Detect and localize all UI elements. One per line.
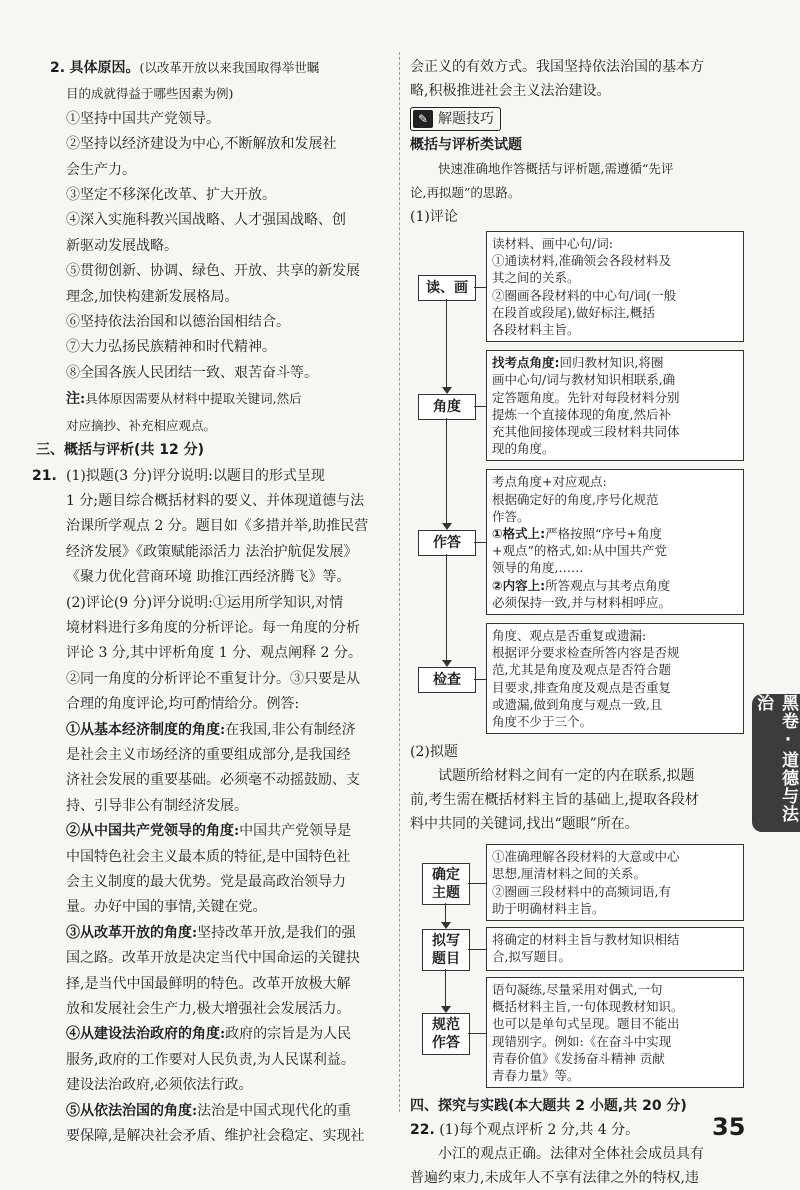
angle-text: 服务,政府的工作要对人民负责,为人民谋利益。 (66, 1051, 355, 1068)
flow-box-line (492, 577, 738, 594)
flow-box-line (492, 542, 738, 559)
q21-line: 经济发展》《政策赋能添活力 法治护航促发展》 (66, 543, 358, 560)
flow-box (486, 231, 744, 342)
flow-box-line (492, 423, 738, 440)
angle-text: 放和发展社会生产力,极大增强社会发展活力。 (66, 1001, 351, 1018)
flow-box-line (492, 679, 738, 696)
flow-box-line (492, 491, 738, 508)
tip-title: 概括与评析类试题 (410, 137, 522, 153)
flow-box-text: 读材料、画中心句/词: (492, 236, 613, 251)
down-arrow-icon (441, 1006, 451, 1013)
flow-box-line (492, 661, 738, 678)
q21-line: ②同一角度的分析评论不重复计分。③只要是从 (66, 670, 360, 687)
flow-box-line (492, 525, 738, 542)
flow-arrow-line (445, 969, 446, 1007)
flow-box-line (492, 304, 738, 321)
flow-box-emph: ②内容上: (492, 577, 546, 593)
flow-box-text: 作答。 (492, 508, 530, 524)
right-column (410, 55, 750, 1190)
flow-connector (468, 1033, 486, 1034)
angle-text: 法治是中国式现代化的重 (197, 1102, 352, 1119)
continued-text: 会正义的有效方式。我国坚持依法治国的基本方 (410, 59, 704, 75)
flow-step-label-line: 主题 (432, 884, 460, 901)
reason-line: ②坚持以经济建设为中心,不断解放和发展社 (66, 136, 337, 153)
angle-text: 在我国,非公有制经济 (225, 721, 356, 738)
flow-arrow-line (446, 418, 447, 524)
flow-step-label-line: 规范 (432, 1016, 460, 1033)
flow-step-label: 检查 (418, 667, 476, 693)
angle-text: 中国共产党领导是 (239, 823, 352, 840)
flow-box-line (492, 627, 738, 644)
item-title: 具体原因。 (69, 60, 140, 76)
angles-list (36, 718, 388, 1150)
tips-badge (410, 107, 501, 131)
flow-box-line: 合,拟写题目。 (492, 949, 571, 965)
q22-head: (1)每个观点评析 2 分,共 4 分。 (439, 1122, 640, 1139)
flow-box-line (492, 321, 738, 338)
flow-connector (474, 406, 486, 407)
flow-step-label (422, 929, 470, 971)
flow-box-text: 或遗漏,做到角度与观点一致,且 (492, 696, 663, 712)
tips-badge-label: 解题技巧 (438, 111, 494, 127)
reason-line: ⑤贯彻创新、协调、绿色、开放、共享的新发展 (66, 263, 360, 280)
question-21 (32, 464, 388, 1150)
angle-text: 是社会主义市场经济的重要组成部分,是我国经 (66, 746, 351, 763)
flow-box-line (492, 559, 738, 576)
angle-text: 坚持改革开放,是我们的强 (197, 924, 356, 941)
flow-box (486, 927, 744, 971)
flow-box-text: 其之间的关系。 (492, 270, 580, 286)
flow-box-line (492, 269, 738, 286)
flow-box-text: 各段材料主旨。 (492, 322, 580, 338)
flow-step-label-line: 拟写 (432, 932, 460, 949)
flow-box-line (492, 235, 738, 252)
angle-text: 会主义制度的最大优势。党是最高政治领导力 (66, 874, 346, 890)
flow-box-text: 严格按照“序号+角度 (545, 526, 662, 541)
angle-head: ④从建设法治政府的角度: (66, 1026, 226, 1043)
flow-connector (474, 679, 486, 680)
flow-step-label: 读、画 (418, 275, 476, 301)
flow-box-line: ①准确理解各段材料的大意或中心 (492, 849, 680, 865)
flow-box-text: 必须保持一致,并与材料相呼应。 (492, 594, 671, 610)
flow-arrow-line (446, 554, 447, 660)
page-number: 35 (712, 1113, 746, 1141)
flow-box-line (492, 508, 738, 525)
flow-box-line: 青春力量》等。 (492, 1068, 580, 1083)
flow-box (486, 350, 744, 461)
flow-step-label (422, 1013, 470, 1055)
flow-box-line (492, 371, 738, 388)
flow-box (486, 977, 744, 1088)
flow-box-line: ②圈画三段材料中的高频词语,有 (492, 883, 671, 899)
reason-line: 会生产力。 (66, 161, 136, 178)
sub2-text: 料中共同的关键词,找出“题眼”所在。 (410, 816, 639, 833)
flow-arrow-line (446, 299, 447, 388)
tip-text: 论,再拟题”的思路。 (410, 185, 521, 200)
flow-box-emph: 找考点角度: (492, 355, 560, 371)
angle-text: 择,是当代中国最鲜明的特色。改革开放极大解 (66, 975, 351, 992)
flow-box-text: 根据评分要求检查所答内容是否规 (492, 645, 680, 661)
reason-line: 新驱动发展战略。 (66, 237, 178, 254)
flow-box-line: 助于明确材料主旨。 (492, 900, 605, 916)
flow-box-line: 现错别字。例如:《在奋斗中实现 (492, 1033, 672, 1049)
flow-box-line (492, 594, 738, 611)
angle-head: ②从中国共产党领导的角度: (66, 823, 240, 840)
question-21-body (36, 464, 388, 718)
side-tab: 黑卷·道德与法治 (752, 694, 800, 832)
pencil-icon: ✎ (413, 110, 433, 128)
flow-box-line (492, 354, 738, 371)
flow-box (486, 469, 744, 615)
q22-text: 小江的观点正确。法律对全体社会成员具有 (438, 1146, 704, 1163)
q21-line: (2)评论(9 分)评分说明:①运用所学知识,对情 (66, 594, 344, 611)
flow-box-text: 回归教材知识,将圈 (559, 355, 664, 371)
flow-connector (468, 949, 486, 950)
flow-box-line (492, 287, 738, 304)
sub-heading-comment: (1)评论 (410, 209, 458, 225)
item-number: 2. (50, 60, 66, 76)
angle-head: ③从改革开放的角度: (66, 924, 198, 941)
flow-box-text: 根据确定好的角度,序号化规范 (492, 491, 659, 507)
angle-first-line (66, 819, 388, 844)
angle-first-line (66, 1022, 388, 1047)
down-arrow-icon (441, 922, 451, 929)
down-arrow-icon (442, 523, 452, 530)
flow-step-label-line: 题目 (432, 950, 460, 967)
down-arrow-icon (442, 387, 452, 394)
flow-box-text: 角度、观点是否重复或遗漏: (492, 628, 647, 643)
flow-box-text: 领导的角度,…… (492, 560, 584, 576)
reason-line: ⑥坚持依法治国和以德治国相结合。 (66, 314, 290, 331)
q21-line: 合理的角度评论,均可酌情给分。例答: (66, 696, 300, 713)
flow-box-line (492, 713, 738, 730)
note-label: 注: (66, 391, 86, 408)
angle-text: 中国特色社会主义最本质的特征,是中国特色社 (66, 848, 351, 865)
flow-box-line: 概括材料主旨,一句体现教材知识。 (492, 999, 684, 1015)
flow-box-text: 画中心句/词与教材知识相联系,确 (492, 372, 676, 388)
q21-line: 1 分;题目综合概括材料的要义、并体现道德与法 (66, 492, 365, 509)
flow-connector (474, 542, 486, 543)
flow-step-label: 作答 (418, 530, 476, 556)
flow-box-line (492, 644, 738, 661)
flow-box (486, 844, 744, 921)
q21-line: 境材料进行多角度的分析评论。每一角度的分析 (66, 619, 360, 636)
flow-box-text: ②圈画各段材料的中心句/词(一般 (492, 287, 677, 303)
flow-box-line (492, 406, 738, 423)
flow-box-line: 也可以是单句式呈现。题目不能出 (492, 1016, 680, 1032)
flow-box-text: 考点角度+对应观点: (492, 474, 607, 490)
flow-step-label-line: 确定 (432, 866, 460, 883)
flow-box-line: 青春价值》《发扬奋斗精神 贡献 (492, 1050, 665, 1066)
flow-box (486, 623, 744, 734)
flow-box-line (492, 440, 738, 457)
tip-text: 快速准确地作答概括与评析题,需遵循“先评 (438, 161, 674, 176)
note-text-cont: 对应摘抄、补充相应观点。 (66, 417, 217, 433)
flow-connector (468, 883, 486, 884)
section-heading-4: 四、探究与实践(本大题共 2 小题,共 20 分) (410, 1098, 687, 1115)
q21-line: (1)拟题(3 分)评分说明:以题目的形式呈现 (66, 467, 325, 484)
column-divider (399, 52, 400, 1112)
angle-first-line (66, 921, 388, 946)
sub-heading-title: (2)拟题 (410, 744, 458, 761)
flow-box-text: +观点”的格式,如:从中国共产党 (492, 543, 668, 559)
flow-box-line: 将确定的材料主旨与教材知识相结 (492, 931, 680, 947)
flow-box-text: 定答题角度。先针对每段材料分别 (492, 389, 680, 405)
flow-box-line: 思想,厘清材料之间的关系。 (492, 866, 646, 882)
reason-line: ①坚持中国共产党领导。 (66, 110, 220, 127)
q22-text: 普遍约束力,未成年人不享有法律之外的特权,违 (410, 1170, 699, 1187)
flow-arrow-line (445, 903, 446, 923)
flow-box-line (492, 389, 738, 406)
flow-box-text: 现的角度。 (492, 441, 555, 457)
reason-line: ③坚定不移深化改革、扩大开放。 (66, 187, 276, 204)
flow-box-text: 范,尤其是角度及观点是否符合题 (492, 662, 671, 678)
angle-first-line (66, 718, 388, 743)
item-note-cont: 目的成就得益于哪些因素为例) (66, 86, 234, 102)
flow-connector (474, 287, 486, 288)
reasons-list (36, 107, 388, 386)
continued-text: 略,积极推进社会主义法治建设。 (410, 83, 611, 99)
flow-box-text: 角度不少于三个。 (492, 714, 593, 730)
flow-step-label: 角度 (418, 394, 476, 420)
flow-box-text: 提炼一个直接体现的角度,然后补 (492, 406, 671, 422)
question-number: 21. (32, 467, 57, 484)
flow-box-line: 语句凝练,尽量采用对偶式,一句 (492, 981, 663, 997)
q21-line: 评论 3 分,其中评析角度 1 分、观点阐释 2 分。 (66, 645, 362, 662)
q21-line: 治课所学观点 2 分。题目如《多措并举,助推民营 (66, 518, 369, 535)
reason-line: ⑦大力弘扬民族精神和时代精神。 (66, 339, 276, 356)
flow-box-line (492, 252, 738, 269)
question-number: 22. (410, 1122, 435, 1139)
flow-box-text: 在段首或段尾),做好标注,概括 (492, 304, 655, 320)
sub2-text: 试题所给材料之间有一定的内在联系,拟题 (438, 768, 695, 785)
flow-box-line (492, 696, 738, 713)
angle-head: ①从基本经济制度的角度: (66, 721, 226, 738)
angle-text: 量。办好中国的事情,关键在党。 (66, 899, 267, 916)
flow-box-line (492, 473, 738, 490)
angle-first-line (66, 1099, 388, 1124)
flow-box-emph: ①格式上: (492, 526, 546, 541)
item-note: (以改革开放以来我国取得举世瞩 (139, 60, 320, 75)
sub2-text: 前,考生需在概括材料主旨的基础上,提取各段材 (410, 792, 699, 809)
flow-step-label-line: 作答 (432, 1034, 460, 1051)
note-text: 具体原因需要从材料中提取关键词,然后 (85, 391, 302, 407)
angle-text: 政府的宗旨是为人民 (225, 1026, 352, 1043)
reason-line: ⑧全国各族人民团结一致、艰苦奋斗等。 (66, 364, 318, 381)
reason-line: 理念,加快构建新发展格局。 (66, 288, 239, 305)
flow-box-text: 充其他间接体现或三段材料共同体 (492, 424, 680, 439)
angle-text: 建设法治政府,必须依法行政。 (66, 1077, 253, 1094)
flow-box-text: 目要求,排查角度及观点是否重复 (492, 679, 671, 695)
flow-box-text: ①通读材料,准确领会各段材料及 (492, 253, 671, 269)
angle-text: 国之路。改革开放是决定当代中国命运的关键抉 (66, 950, 360, 967)
reason-line: ④深入实施科教兴国战略、人才强国战略、创 (66, 212, 346, 229)
angle-text: 持、引导非公有制经济发展。 (66, 797, 248, 814)
section-heading-3: 三、概括与评析(共 12 分) (36, 442, 205, 459)
flow-box-text: 所答观点与其考点角度 (545, 577, 671, 593)
title-flowchart (410, 844, 750, 1092)
comment-flowchart (410, 231, 750, 740)
left-column (32, 55, 388, 1149)
q21-line: 《聚力优化营商环境 助推江西经济腾飞》等。 (66, 569, 351, 586)
angle-text: 济社会发展的重要基础。必须毫不动摇鼓励、支 (66, 772, 360, 789)
angle-text: 要保障,是解决社会矛盾、维护社会稳定、实现社 (66, 1128, 365, 1145)
angle-head: ⑤从依法治国的角度: (66, 1102, 198, 1119)
flow-step-label (422, 863, 470, 905)
down-arrow-icon (442, 660, 452, 667)
